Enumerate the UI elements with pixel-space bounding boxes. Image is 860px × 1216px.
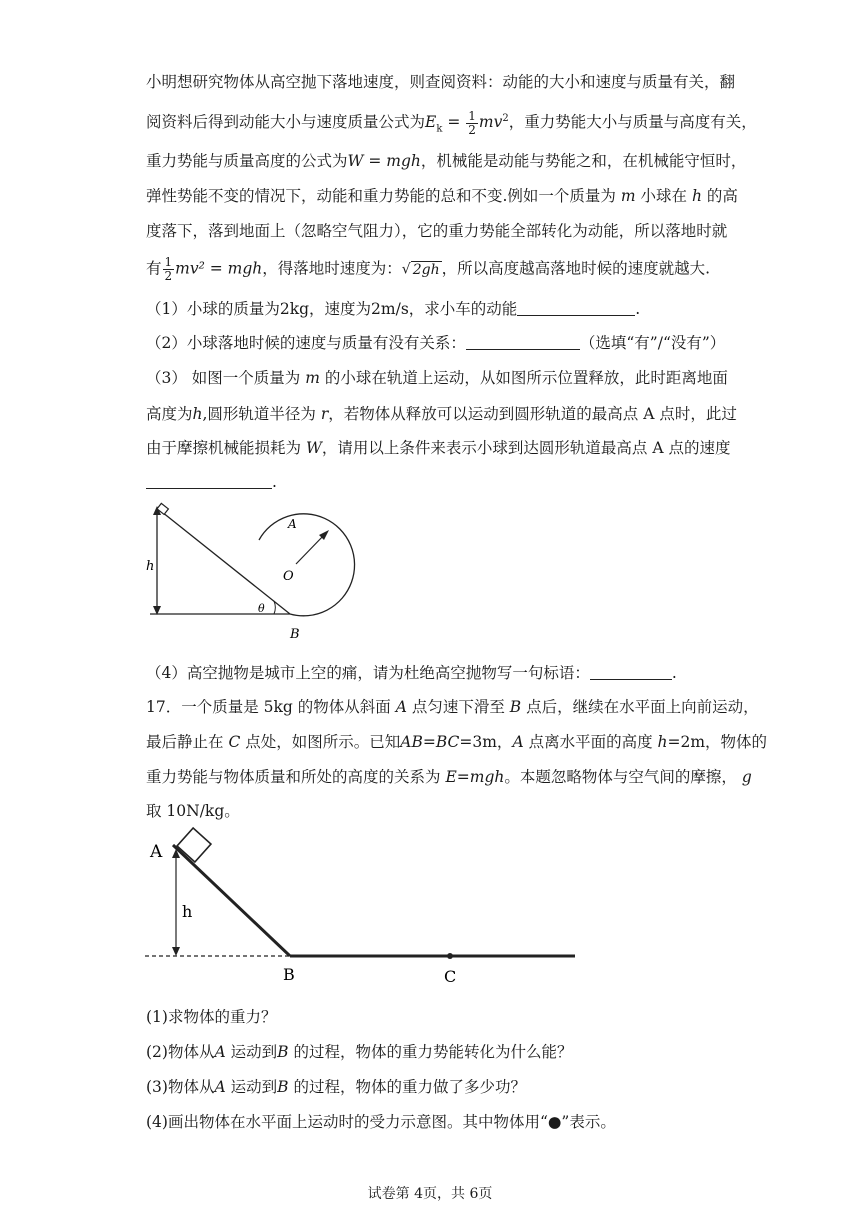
point-C-dot	[447, 953, 453, 959]
sub-question-3: (3)物体从A 运动到B 的过程，物体的重力做了多少功？	[146, 1078, 526, 1096]
question-3-line-3: 由于摩擦机械能损耗为 W，请用以上条件来表示小球到达圆形轨道最高点 A 点的速度	[146, 439, 731, 457]
label-C: C	[444, 967, 457, 986]
answer-blank-4[interactable]	[590, 663, 672, 680]
sub-question-2: (2)物体从A 运动到B 的过程，物体的重力势能转化为什么能？	[146, 1043, 573, 1061]
question-3-line-1: （3） 如图一个质量为 m 的小球在轨道上运动，从如图所示位置释放，此时距离地面	[146, 369, 728, 387]
question-2: （2）小球落地时候的速度与质量有没有关系： （选填“有”/“没有”）	[146, 334, 726, 352]
answer-blank-1[interactable]	[517, 299, 635, 316]
question-3-line-2: 高度为h,圆形轨道半径为 r，若物体从释放可以运动到圆形轨道的最高点 A 点时，此过	[146, 405, 737, 423]
fraction-half-2: $\frac{1}{2}$	[164, 255, 173, 283]
intro-line-6: 有 $\frac{1}{2}$ mv² = mgh，得落地时速度为：√ 2gh ，所以高度越高落地时候的速度就越大.	[146, 255, 711, 283]
object-box	[177, 828, 211, 862]
label-h: h	[182, 902, 193, 921]
intro-line-4: 弹性势能不变的情况下，动能和重力势能的总和不变.例如一个质量为 m 小球在 h 的高	[146, 187, 738, 205]
figure-1-incline-loop	[140, 500, 360, 650]
problem-17-line-1: 17．一个质量是 5kg 的物体从斜面 A 点匀速下滑至 B 点后，继续在水平面上向前运动，	[146, 698, 759, 716]
problem-17-line-4: 取 10N/kg。	[146, 802, 240, 820]
sub-question-1: (1)求物体的重力？	[146, 1008, 277, 1026]
answer-blank-3[interactable]	[146, 472, 272, 489]
label-h: h	[146, 559, 155, 574]
slope-AB	[173, 845, 290, 956]
answer-blank-2[interactable]	[466, 333, 580, 350]
page-footer: 试卷第 4页，共 6页	[367, 1186, 493, 1202]
figure-2-slope	[140, 825, 585, 990]
problem-17-line-2: 最后静止在 C 点处，如图所示。已知AB=BC=3m，A 点离水平面的高度 h=2m，物体的	[146, 733, 768, 751]
intro-line-5: 度落下，落到地面上（忽略空气阻力），它的重力势能全部转化为动能，所以落地时就	[146, 222, 728, 240]
problem-17-line-3: 重力势能与物体质量和所处的高度的关系为 E=mgh。本题忽略物体与空气间的摩擦， g	[146, 768, 752, 786]
label-B: B	[290, 627, 300, 642]
label-O: O	[283, 569, 294, 584]
label-B: B	[283, 965, 295, 984]
label-A: A	[288, 517, 297, 531]
radius-line	[296, 533, 326, 564]
sub-question-4: (4)画出物体在水平面上运动时的受力示意图。其中物体用“●”表示。	[146, 1113, 616, 1131]
question-1: （1）小球的质量为2kg，速度为2m/s，求小车的动能 .	[146, 300, 641, 318]
question-4: （4）高空抛物是城市上空的痛，请为杜绝高空抛物写一句标语： .	[146, 664, 677, 682]
label-A: A	[150, 842, 163, 862]
incline-line	[162, 512, 290, 614]
intro-line-3: 重力势能与质量高度的公式为W = mgh，机械能是动能与势能之和，在机械能守恒时，	[146, 152, 747, 170]
question-3-line-4: .	[146, 471, 277, 493]
angle-arc	[274, 601, 275, 614]
intro-line-2: 阅资料后得到动能大小与速度质量公式为$E_k$ = $\frac{1}{2}$ $mv^2$，重力势能大小与质量与高度有关，	[146, 108, 757, 137]
fraction-half: $\frac{1}{2}$	[468, 108, 476, 137]
sqrt-expression: √ 2gh	[401, 261, 440, 278]
arrow-down-icon	[172, 947, 180, 956]
label-theta: θ	[258, 602, 265, 615]
intro-line-1: 小明想研究物体从高空抛下落地速度，则查阅资料：动能的大小和速度与质量有关，翻	[146, 73, 736, 91]
